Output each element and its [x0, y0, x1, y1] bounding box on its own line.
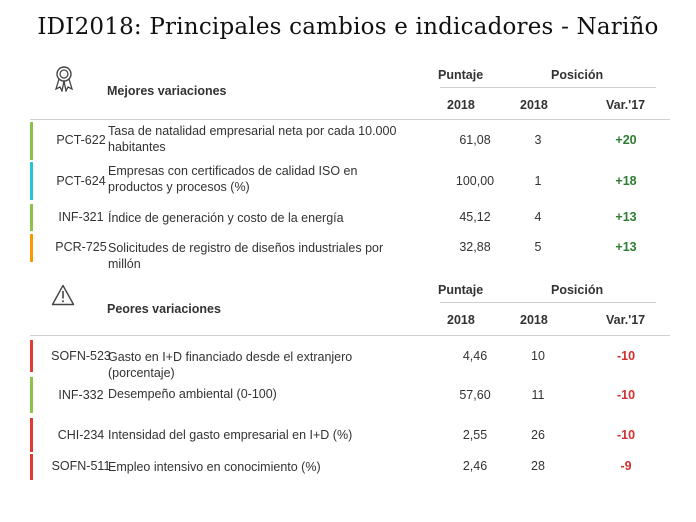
award-ribbon-icon [54, 66, 74, 97]
best-sub-var: Var.'17 [606, 98, 646, 112]
indicator-description: Desempeño ambiental (0-100) [108, 387, 277, 401]
position-value: 11 [531, 388, 545, 402]
variation-value: -10 [616, 349, 636, 363]
worst-sub-posicion-year: 2018 [520, 313, 548, 327]
indicator-code: SOFN-523 [51, 349, 111, 363]
variation-value: +13 [615, 240, 637, 254]
table-row [30, 418, 670, 452]
table-row [30, 340, 670, 381]
position-value: 28 [531, 459, 545, 473]
best-sub-puntaje-year: 2018 [447, 98, 475, 112]
position-value: 1 [534, 174, 542, 188]
position-value: 26 [531, 428, 545, 442]
best-table-top-divider [30, 119, 670, 120]
score-value: 100,00 [455, 174, 495, 188]
best-section-label: Mejores variaciones [107, 84, 227, 98]
indicator-code: PCT-624 [56, 174, 106, 188]
position-value: 10 [531, 349, 545, 363]
score-value: 4,46 [462, 349, 488, 363]
position-value: 3 [534, 133, 542, 147]
row-color-bar [30, 234, 33, 262]
best-col-puntaje: Puntaje [438, 68, 484, 82]
worst-col-posicion: Posición [551, 283, 604, 297]
table-row [30, 204, 670, 231]
table-row [30, 454, 670, 480]
indicator-description: Tasa de natalidad empresarial neta por cada 10.000 habitantes [108, 124, 397, 155]
indicator-code: SOFN-511 [51, 459, 111, 473]
indicator-code: PCT-622 [56, 133, 106, 147]
variation-value: -10 [616, 388, 636, 402]
page-title: IDI2018: Principales cambios e indicadores - Nariño [37, 14, 659, 40]
worst-table-top-divider [30, 335, 670, 336]
variation-value: +18 [615, 174, 637, 188]
indicator-description: Empresas con certificados de calidad ISO en productos y procesos (%) [108, 164, 358, 195]
worst-sub-puntaje-year: 2018 [447, 313, 475, 327]
worst-sub-var: Var.'17 [606, 313, 646, 327]
table-row [30, 122, 670, 160]
variation-value: +20 [615, 133, 637, 147]
table-row [30, 377, 670, 413]
worst-header-divider [440, 302, 656, 303]
row-color-bar [30, 340, 33, 372]
row-color-bar [30, 377, 33, 413]
indicator-description: Índice de generación y costo de la energía [108, 211, 344, 225]
row-color-bar [30, 122, 33, 160]
warning-triangle-icon [51, 284, 75, 311]
position-value: 5 [534, 240, 542, 254]
table-row [30, 234, 670, 272]
worst-section-label: Peores variaciones [107, 302, 221, 316]
variation-value: +13 [615, 210, 637, 224]
indicator-code: CHI-234 [57, 428, 105, 442]
indicator-description: Gasto en I+D financiado desde el extranjero (porcentaje) [108, 350, 353, 381]
score-value: 2,46 [462, 459, 488, 473]
worst-col-puntaje: Puntaje [438, 283, 484, 297]
best-col-posicion: Posición [551, 68, 604, 82]
score-value: 61,08 [459, 133, 491, 147]
indicator-description: Empleo intensivo en conocimiento (%) [108, 460, 321, 474]
table-row [30, 162, 670, 200]
row-color-bar [30, 454, 33, 480]
indicator-description: Intensidad del gasto empresarial en I+D (%) [108, 428, 353, 442]
position-value: 4 [534, 210, 542, 224]
row-color-bar [30, 162, 33, 200]
best-sub-posicion-year: 2018 [520, 98, 548, 112]
variation-value: -9 [620, 459, 632, 473]
score-value: 45,12 [459, 210, 491, 224]
indicator-description: Solicitudes de registro de diseños industriales por millón [108, 241, 384, 272]
indicator-code: PCR-725 [55, 240, 107, 254]
score-value: 32,88 [459, 240, 491, 254]
variation-value: -10 [616, 428, 636, 442]
score-value: 57,60 [459, 388, 491, 402]
score-value: 2,55 [462, 428, 488, 442]
row-color-bar [30, 418, 33, 452]
indicator-code: INF-321 [58, 210, 104, 224]
row-color-bar [30, 204, 33, 231]
best-header-divider [440, 87, 656, 88]
indicator-code: INF-332 [58, 388, 104, 402]
